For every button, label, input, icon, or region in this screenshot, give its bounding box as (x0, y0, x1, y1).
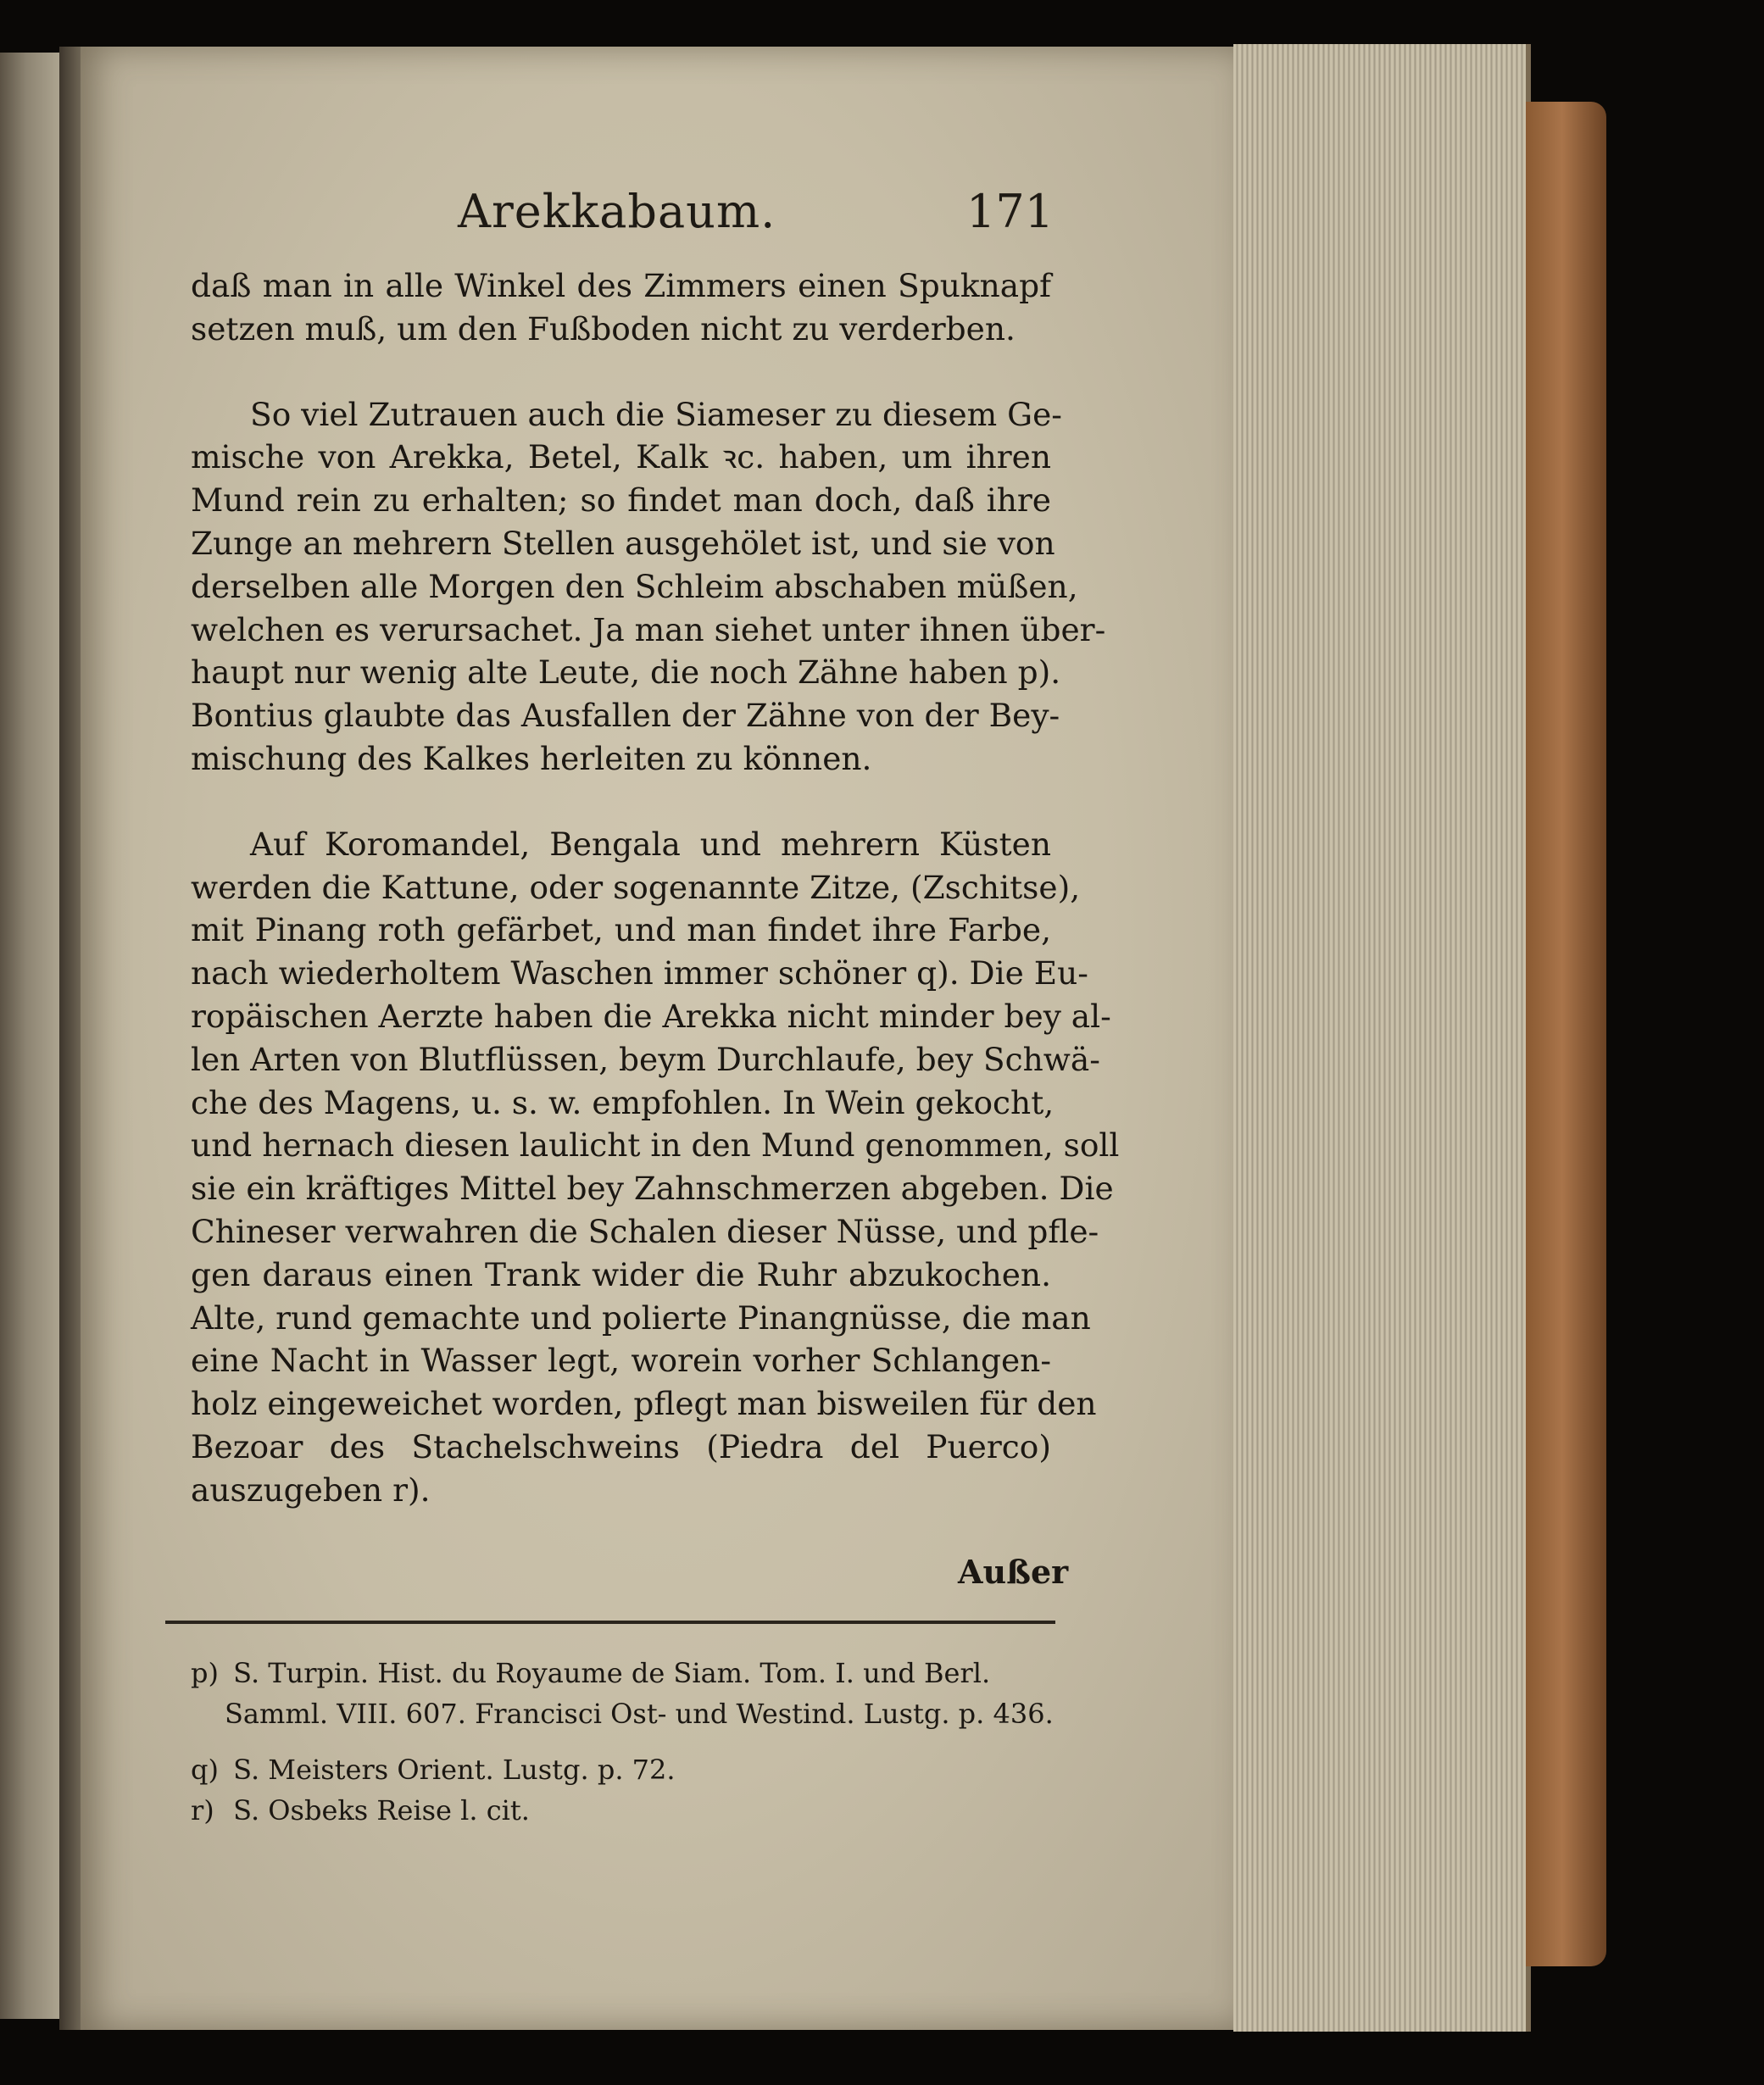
footnote-text: S. Osbeks Reise l. cit. (233, 1794, 530, 1826)
text-line: Chineser verwahren die Schalen dieser Nüsse, und pfle- (191, 1212, 1099, 1250)
running-head-title: Arekkabaum. (458, 185, 776, 238)
body-text (191, 264, 1120, 1512)
footnote-text: S. Meisters Orient. Lustg. p. 72. (233, 1754, 676, 1786)
text-line: che des Magens, u. s. w. empfohlen. In Wein gekocht, (191, 1083, 1055, 1121)
text-line: Mund rein zu erhalten; so findet man doch, daß ihre (191, 481, 1051, 520)
text-line: Alte, rund gemachte und polierte Pinangnüsse, die man (191, 1298, 1091, 1337)
text-line: mischung des Kalkes herleiten zu können. (191, 739, 872, 777)
footnote-mark: q) (191, 1754, 219, 1786)
text-line: daß man in alle Winkel des Zimmers einen Spuknapf (191, 267, 1051, 304)
text-line: auszugeben r). (191, 1471, 431, 1509)
footnote-q (191, 1749, 1072, 1790)
text-line: ropäischen Aerzte haben die Arekka nicht minder bey al- (191, 997, 1111, 1035)
text-line: mit Pinang roth gefärbet, und man findet ihre Farbe, (191, 911, 1051, 949)
footnote-mark: r) (191, 1794, 214, 1826)
page-edges (1233, 44, 1531, 2032)
book-cover-edge (1526, 102, 1606, 1966)
text-line: eine Nacht in Wasser legt, worein vorher Schlangen- (191, 1342, 1051, 1380)
footnotes (191, 1653, 1072, 1831)
text-line: Zunge an mehrern Stellen ausgehölet ist, und sie von (191, 524, 1055, 562)
text-line: welchen es verursachet. Ja man siehet unter ihnen über- (191, 610, 1106, 648)
text-line: Auf Koromandel, Bengala und mehrern Küsten (250, 825, 1051, 863)
text-line: mische von Arekka, Betel, Kalk ꝛc. haben, um ihren (191, 438, 1051, 476)
footnote-text: Samml. VIII. 607. Francisci Ost- und Westind. Lustg. p. 436. (225, 1698, 1054, 1730)
footnote-text: S. Turpin. Hist. du Royaume de Siam. Tom. I. und Berl. (233, 1657, 991, 1689)
text-line: holz eingeweichet worden, pflegt man bisweilen für den (191, 1385, 1097, 1423)
text-line: nach wiederholtem Waschen immer schöner q). Die Eu- (191, 954, 1088, 992)
previous-page-edge (0, 53, 66, 2019)
text-line: sie ein kräftiges Mittel bey Zahnschmerzen abgeben. Die (191, 1170, 1114, 1208)
catchword: Außer (958, 1553, 1069, 1591)
text-line: und hernach diesen laulicht in den Mund genommen, soll (191, 1126, 1120, 1165)
text-line: So viel Zutrauen auch die Siameser zu diesem Ge- (250, 395, 1062, 433)
text-line: setzen muß, um den Fußboden nicht zu verderben. (191, 309, 1016, 348)
footnote-mark: p) (191, 1657, 219, 1689)
running-head (458, 185, 1055, 253)
text-line: derselben alle Morgen den Schleim abschaben müßen, (191, 567, 1078, 605)
text-line: haupt nur wenig alte Leute, die noch Zähne haben p). (191, 653, 1061, 692)
text-line: Bezoar des Stachelschweins (Piedra del Puerco) (191, 1427, 1051, 1465)
text-line: len Arten von Blutflüssen, beym Durchlaufe, bey Schwä- (191, 1040, 1100, 1078)
footnote-p (191, 1653, 1072, 1693)
page-number: 171 (966, 185, 1055, 238)
text-line: gen daraus einen Trank wider die Ruhr abzukochen. (191, 1255, 1051, 1293)
text-line: Bontius glaubte das Ausfallen der Zähne von der Bey- (191, 697, 1060, 735)
text-line: werden die Kattune, oder sogenannte Zitze, (Zschitse), (191, 868, 1081, 906)
footnote-rule (165, 1621, 1055, 1624)
footnote-r (191, 1790, 1072, 1831)
